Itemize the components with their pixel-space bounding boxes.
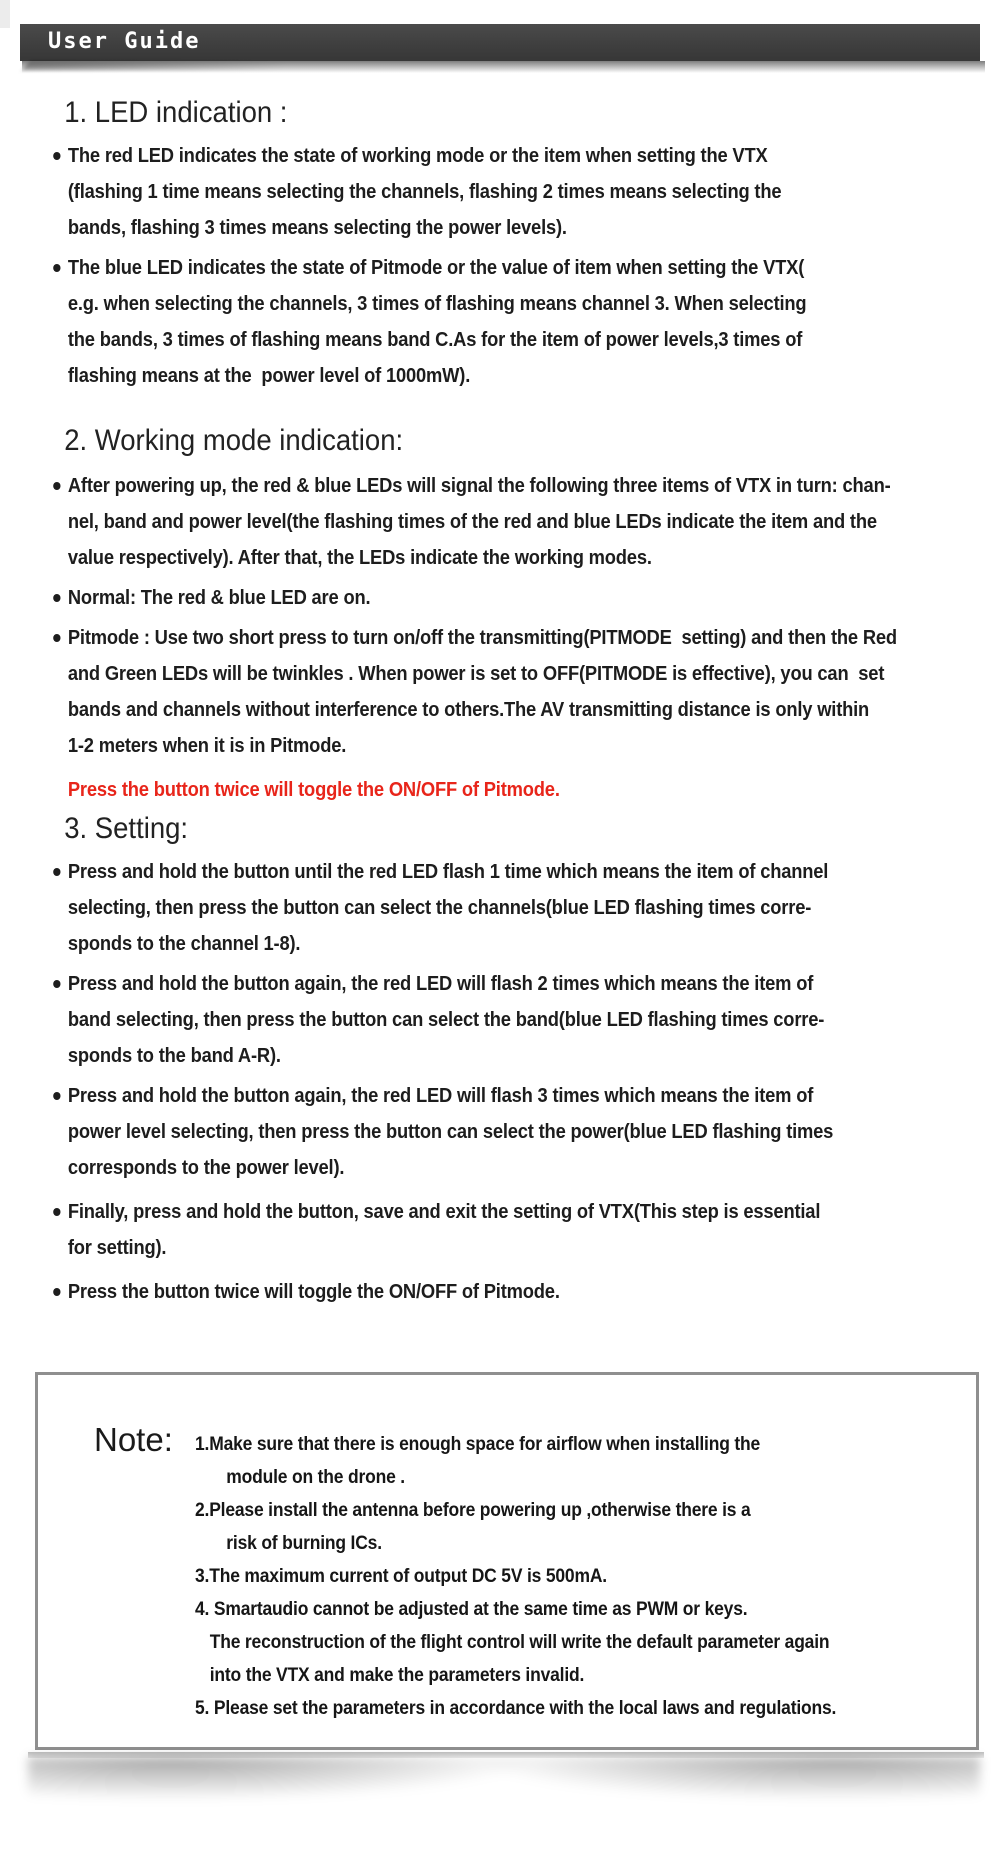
bullet-line: Pitmode : Use two short press to turn on/off the transmitting(PITMODE setting) and then the Red bbox=[67, 627, 897, 649]
section-heading-setting: 3. Setting: bbox=[64, 812, 189, 845]
bullet-pitmode bbox=[53, 620, 999, 764]
bullet-line: The red LED indicates the state of working mode or the item when setting the VTX bbox=[67, 145, 768, 167]
bullet-power-up bbox=[53, 468, 999, 576]
note-item-airflow bbox=[195, 1428, 906, 1494]
bullet-line: Press and hold the button again, the red LED will flash 2 times which means the item of bbox=[67, 973, 814, 995]
page-curl-shadow bbox=[28, 1757, 980, 1823]
bullet-line: e.g. when selecting the channels, 3 times of flashing means channel 3. When selecting bbox=[67, 293, 807, 315]
bullet-line: selecting, then press the button can select the channels(blue LED flashing times corre- bbox=[67, 897, 812, 919]
bullet-save-exit bbox=[53, 1194, 999, 1266]
note-line: module on the drone . bbox=[226, 1467, 405, 1488]
bullet-line: and Green LEDs will be twinkles . When power is set to OFF(PITMODE is effective), you can set bbox=[67, 663, 885, 685]
bullet-pitmode-toggle bbox=[53, 1274, 999, 1310]
note-item-max-current bbox=[195, 1560, 906, 1593]
scan-corner-artifact bbox=[0, 0, 10, 28]
bullet-line: bands, flashing 3 times means selecting the power levels). bbox=[67, 217, 567, 239]
bullet-line: The blue LED indicates the state of Pitmode or the value of item when setting the VTX( bbox=[67, 257, 805, 279]
note-box bbox=[35, 1372, 979, 1750]
bullet-line: Press and hold the button until the red LED flash 1 time which means the item of channel bbox=[67, 861, 829, 883]
note-items bbox=[195, 1428, 906, 1725]
bullet-red-led bbox=[53, 138, 999, 246]
note-line: 3.The maximum current of output DC 5V is 500mA. bbox=[194, 1566, 607, 1587]
note-item-smartaudio bbox=[195, 1593, 906, 1692]
bullet-line: for setting). bbox=[67, 1237, 167, 1259]
led-indication-bullets bbox=[0, 138, 1000, 394]
bullet-blue-led bbox=[53, 250, 999, 394]
bullet-line: power level selecting, then press the button can select the power(blue LED flashing times bbox=[67, 1121, 834, 1143]
bullet-line: nel, band and power level(the flashing times of the red and blue LEDs indicate the item and the bbox=[67, 511, 877, 533]
bullet-line: After powering up, the red & blue LEDs will signal the following three items of VTX in turn: chan- bbox=[67, 475, 891, 497]
bullet-line: bands and channels without interference to others.The AV transmitting distance is only within bbox=[67, 699, 870, 721]
bullet-power-select bbox=[53, 1078, 999, 1186]
bullet-line: Finally, press and hold the button, save and exit the setting of VTX(This step is essential bbox=[67, 1201, 821, 1223]
bullet-normal-mode bbox=[53, 580, 999, 616]
pitmode-warning-text: Press the button twice will toggle the ON/OFF of Pitmode. bbox=[67, 779, 560, 801]
note-line: 1.Make sure that there is enough space for airflow when installing the bbox=[194, 1434, 760, 1455]
bullet-line: 1-2 meters when it is in Pitmode. bbox=[67, 735, 347, 757]
bullet-line: sponds to the channel 1-8). bbox=[67, 933, 301, 955]
note-row bbox=[38, 1375, 976, 1725]
content-area bbox=[0, 60, 1000, 1310]
bullet-line: the bands, 3 times of flashing means band C.As for the item of power levels,3 times of bbox=[67, 329, 803, 351]
bullet-line: corresponds to the power level). bbox=[67, 1157, 345, 1179]
setting-bullets bbox=[0, 854, 1000, 1310]
bullet-line: (flashing 1 time means selecting the channels, flashing 2 times means selecting the bbox=[67, 181, 782, 203]
section-heading-working-mode: 2. Working mode indication: bbox=[64, 424, 404, 457]
bullet-line: Press the button twice will toggle the ON/OFF of Pitmode. bbox=[67, 1281, 560, 1303]
note-line: risk of burning ICs. bbox=[226, 1533, 382, 1554]
note-line: The reconstruction of the flight control will write the default parameter again bbox=[209, 1632, 830, 1653]
bullet-line: flashing means at the power level of 1000mW). bbox=[67, 365, 471, 387]
bullet-line: Normal: The red & blue LED are on. bbox=[67, 587, 371, 609]
section-heading-led-indication: 1. LED indication : bbox=[64, 96, 288, 129]
note-label: Note: bbox=[94, 1421, 173, 1458]
bullet-line: Press and hold the button again, the red LED will flash 3 times which means the item of bbox=[67, 1085, 814, 1107]
note-line: 2.Please install the antenna before powering up ,otherwise there is a bbox=[194, 1500, 751, 1521]
note-line: 4. Smartaudio cannot be adjusted at the same time as PWM or keys. bbox=[194, 1599, 748, 1620]
page-title: User Guide bbox=[48, 29, 201, 54]
bullet-channel-select bbox=[53, 854, 999, 962]
header-bar bbox=[20, 24, 980, 61]
bullet-line: value respectively). After that, the LEDs indicate the working modes. bbox=[67, 547, 652, 569]
bullet-line: band selecting, then press the button can select the band(blue LED flashing times corre- bbox=[67, 1009, 825, 1031]
note-line: 5. Please set the parameters in accordance with the local laws and regulations. bbox=[194, 1698, 837, 1719]
note-line: into the VTX and make the parameters invalid. bbox=[209, 1665, 585, 1686]
note-item-antenna bbox=[195, 1494, 906, 1560]
bullet-band-select bbox=[53, 966, 999, 1074]
bullet-line: sponds to the band A-R). bbox=[67, 1045, 281, 1067]
working-mode-bullets bbox=[0, 468, 1000, 764]
note-item-regulations bbox=[195, 1692, 906, 1725]
